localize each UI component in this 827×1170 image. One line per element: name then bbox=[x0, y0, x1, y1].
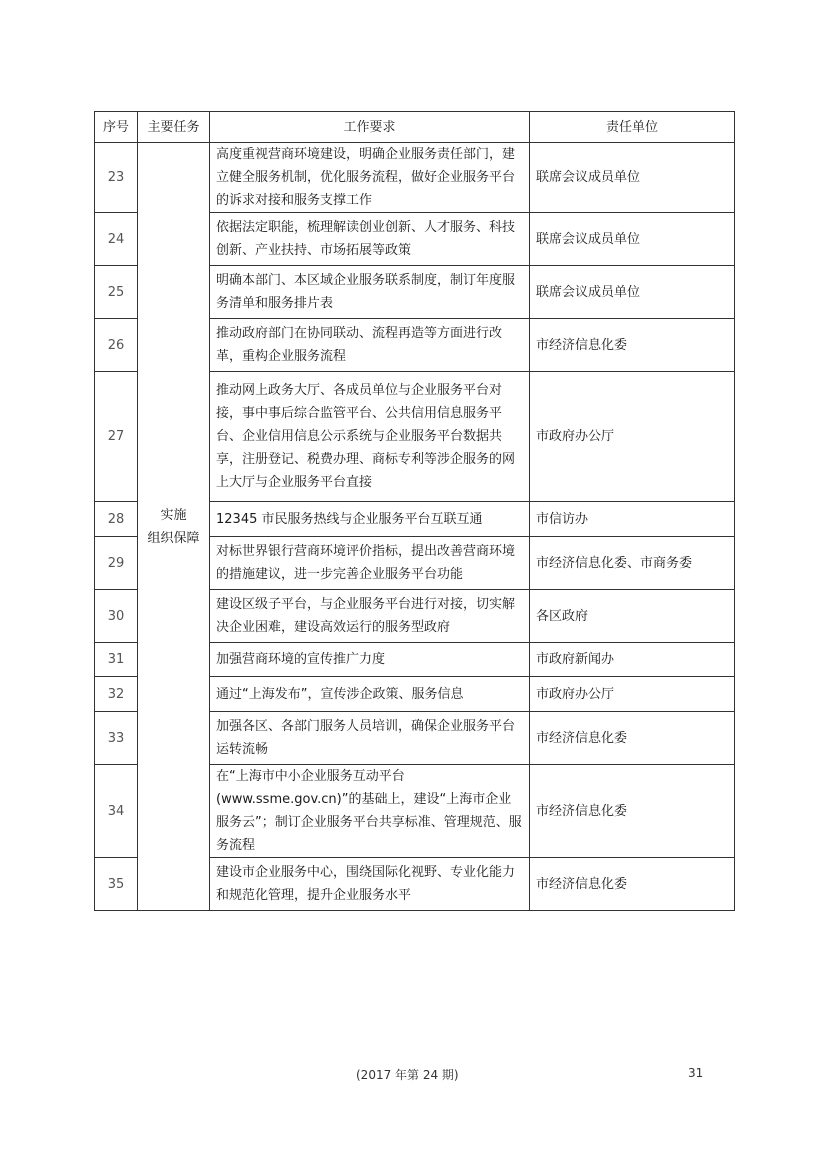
row-number: 23 bbox=[95, 143, 138, 213]
row-number: 33 bbox=[95, 712, 138, 765]
task-cell bbox=[138, 143, 210, 911]
row-number: 27 bbox=[95, 372, 138, 502]
page-number: 31 bbox=[688, 1066, 704, 1080]
row-number: 35 bbox=[95, 858, 138, 911]
requirement-cell: 加强各区、各部门服务人员培训，确保企业服务平台运转流畅 bbox=[210, 712, 530, 765]
tasks-table bbox=[94, 111, 735, 911]
unit-cell: 联席会议成员单位 bbox=[530, 266, 735, 319]
requirement-cell: 在“上海市中小企业服务互动平台(www.ssme.gov.cn)”的基础上，建设“上海市企业服务云”；制订企业服务平台共享标准、管理规范、服务流程 bbox=[210, 765, 530, 858]
unit-cell: 市经济信息化委、市商务委 bbox=[530, 537, 735, 590]
requirement-cell: 建设区级子平台，与企业服务平台进行对接，切实解决企业困难，建设高效运行的服务型政府 bbox=[210, 590, 530, 643]
requirement-cell: 推动政府部门在协同联动、流程再造等方面进行改革，重构企业服务流程 bbox=[210, 319, 530, 372]
requirement-cell: 12345 市民服务热线与企业服务平台互联互通 bbox=[210, 502, 530, 537]
header-unit: 责任单位 bbox=[530, 112, 735, 143]
row-number: 28 bbox=[95, 502, 138, 537]
requirement-cell: 对标世界银行营商环境评价指标，提出改善营商环境的措施建议，进一步完善企业服务平台功能 bbox=[210, 537, 530, 590]
header-num: 序号 bbox=[95, 112, 138, 143]
unit-cell: 市经济信息化委 bbox=[530, 319, 735, 372]
row-number: 30 bbox=[95, 590, 138, 643]
row-number: 34 bbox=[95, 765, 138, 858]
unit-cell: 市信访办 bbox=[530, 502, 735, 537]
row-number: 24 bbox=[95, 213, 138, 266]
row-number: 31 bbox=[95, 643, 138, 677]
footer-issue: (2017 年第 24 期) bbox=[356, 1068, 459, 1082]
row-number: 26 bbox=[95, 319, 138, 372]
unit-cell: 联席会议成员单位 bbox=[530, 143, 735, 213]
requirement-cell: 依据法定职能，梳理解读创业创新、人才服务、科技创新、产业扶持、市场拓展等政策 bbox=[210, 213, 530, 266]
table-row bbox=[95, 143, 735, 213]
requirement-cell: 推动网上政务大厅、各成员单位与企业服务平台对接，事中事后综合监管平台、公共信用信息服务平台、企业信用信息公示系统与企业服务平台数据共享，注册登记、税费办理、商标专利等涉企服务的网上大厅与企业服务平台直接 bbox=[210, 372, 530, 502]
row-number: 32 bbox=[95, 677, 138, 712]
unit-cell: 各区政府 bbox=[530, 590, 735, 643]
task-label-line1: 实施 bbox=[160, 507, 187, 523]
requirement-cell: 加强营商环境的宣传推广力度 bbox=[210, 643, 530, 677]
unit-cell: 联席会议成员单位 bbox=[530, 213, 735, 266]
header-requirement: 工作要求 bbox=[210, 112, 530, 143]
requirement-cell: 通过“上海发布”，宣传涉企政策、服务信息 bbox=[210, 677, 530, 712]
unit-cell: 市政府办公厅 bbox=[530, 372, 735, 502]
unit-cell: 市政府办公厅 bbox=[530, 677, 735, 712]
requirement-cell: 建设市企业服务中心，围绕国际化视野、专业化能力和规范化管理，提升企业服务水平 bbox=[210, 858, 530, 911]
unit-cell: 市政府新闻办 bbox=[530, 643, 735, 677]
requirement-cell: 高度重视营商环境建设，明确企业服务责任部门，建立健全服务机制，优化服务流程，做好企业服务平台的诉求对接和服务支撑工作 bbox=[210, 143, 530, 213]
unit-cell: 市经济信息化委 bbox=[530, 765, 735, 858]
header-task: 主要任务 bbox=[138, 112, 210, 143]
task-label-line2: 组织保障 bbox=[147, 530, 200, 546]
row-number: 29 bbox=[95, 537, 138, 590]
requirement-cell: 明确本部门、本区域企业服务联系制度，制订年度服务清单和服务排片表 bbox=[210, 266, 530, 319]
table-header-row bbox=[95, 112, 735, 143]
row-number: 25 bbox=[95, 266, 138, 319]
unit-cell: 市经济信息化委 bbox=[530, 858, 735, 911]
unit-cell: 市经济信息化委 bbox=[530, 712, 735, 765]
